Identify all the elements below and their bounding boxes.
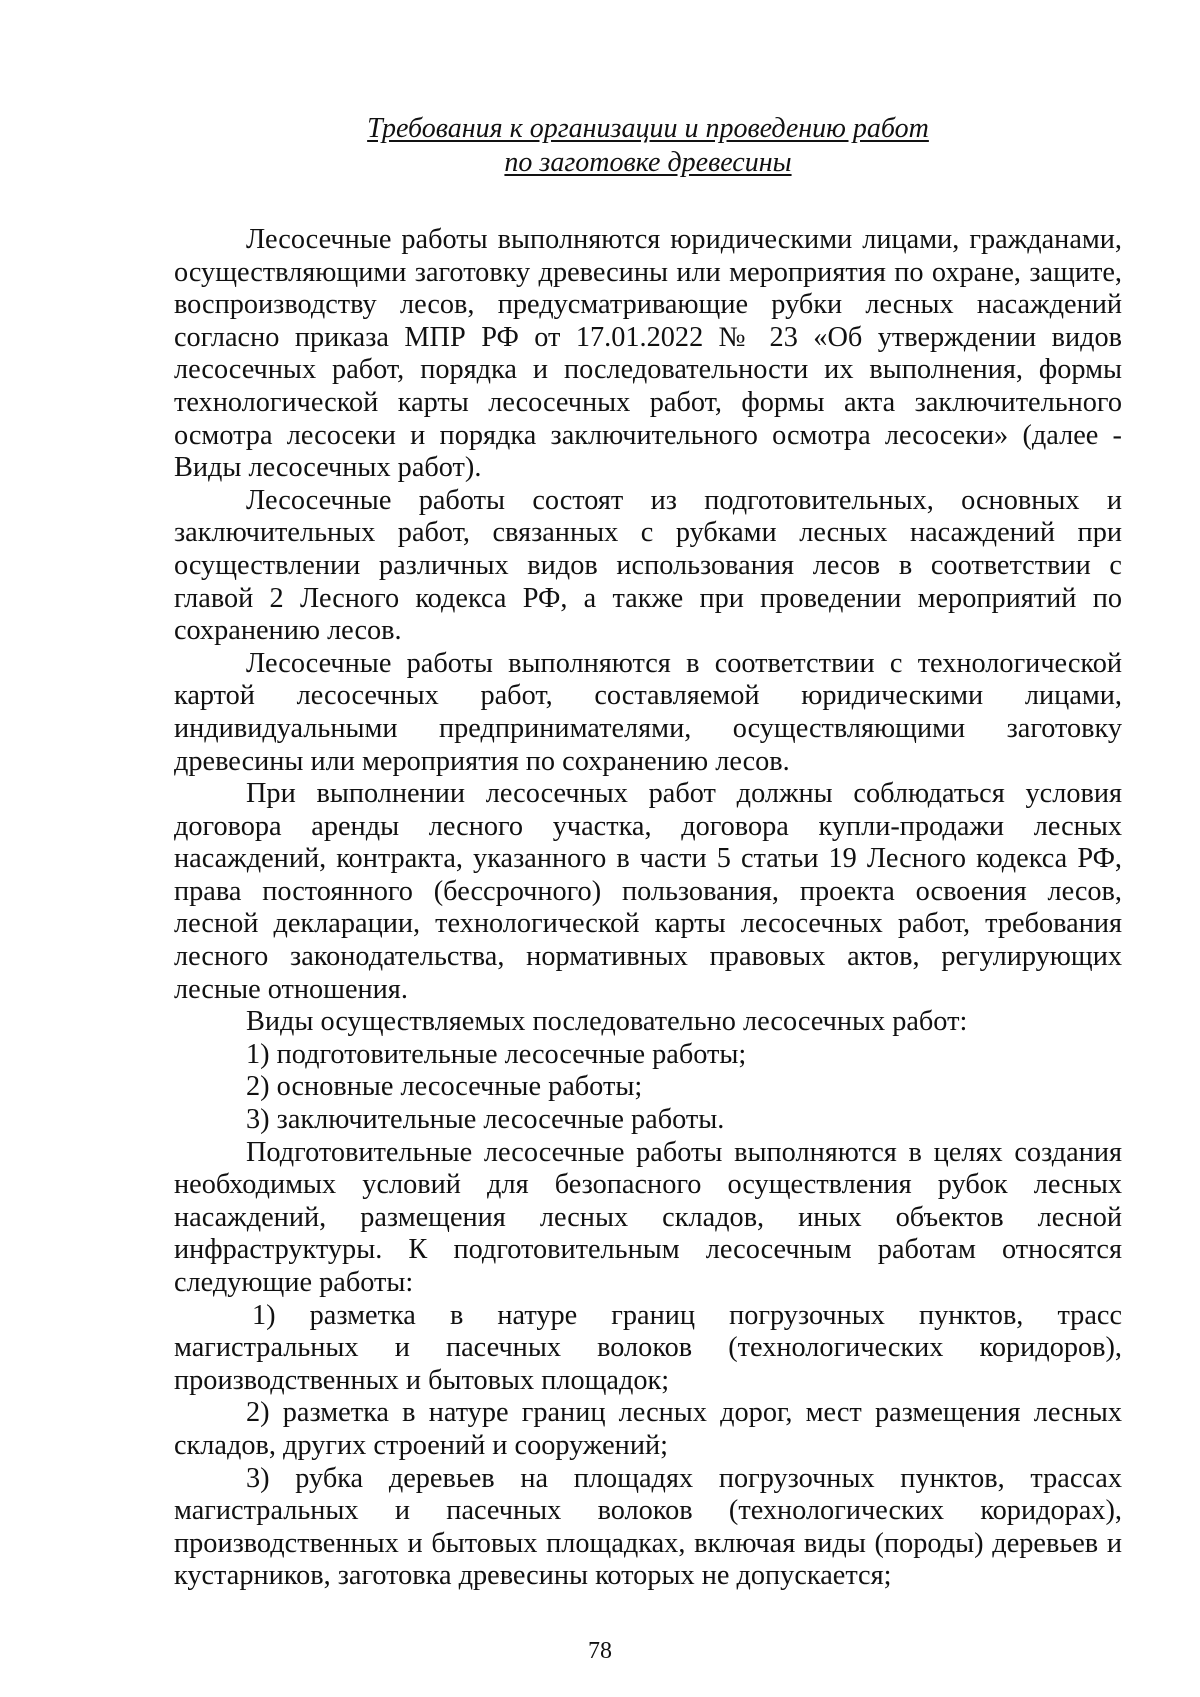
paragraph: Подготовительные лесосечные работы выполняются в целях создания необходимых условий для безопасного осуществления рубок лесных насаждений, размещения лесных складов, иных объектов лесной инфраструктуры. К подготовительным лесосечным работам относятся следующие работы: <box>174 1136 1122 1298</box>
list-item: 2) разметка в натуре границ лесных дорог, мест размещения лесных складов, других строений и сооружений; <box>174 1397 1122 1461</box>
section-heading <box>174 112 1122 180</box>
paragraph: Лесосечные работы состоят из подготовительных, основных и заключительных работ, связанных с рубками лесных насаждений при осуществлении различных видов использования лесов в соответствии с главой 2 Лесного кодекса РФ, а также при проведении мероприятий по сохранению лесов. <box>174 484 1122 647</box>
list-item: 1) подготовительные лесосечные работы; <box>246 1038 747 1070</box>
list-item: 3) рубка деревьев на площадях погрузочных пунктов, трассах магистральных и пасечных волоков (технологических коридорах), производственных и бытовых площадках, включая виды (породы) деревьев и кустарников, заготовка древесины которых не допускается; <box>174 1462 1122 1592</box>
heading-line-2: по заготовке древесины <box>504 147 792 178</box>
document-page <box>174 112 1122 1672</box>
page-number: 78 <box>588 1638 612 1664</box>
paragraph: При выполнении лесосечных работ должны соблюдаться условия договора аренды лесного участка, договора купли-продажи лесных насаждений, контракта, указанного в части 5 статьи 19 Лесного кодекса РФ, права постоянного (бессрочного) пользования, проекта освоения лесов, лесной декларации, технологической карты лесосечных работ, требования лесного законодательства, нормативных правовых актов, регулирующих лесные отношения. <box>174 778 1122 1005</box>
heading-line-1: Требования к организации и проведению работ <box>367 113 929 144</box>
list-item: 1) разметка в натуре границ погрузочных пунктов, трасс магистральных и пасечных волоков (технологических коридоров), производственных и бытовых площадок; <box>174 1299 1122 1396</box>
paragraph: Лесосечные работы выполняются юридическими лицами, гражданами, осуществляющими заготовку древесины или мероприятия по охране, защите, воспроизводству лесов, предусматривающие рубки лесных насаждений согласно приказа МПР РФ от 17.01.2022 № 23 «Об утверждении видов лесосечных работ, порядка и последовательности их выполнения, формы технологической карты лесосечных работ, формы акта заключительного осмотра лесосеки и порядка заключительного осмотра лесосеки» (далее - Виды лесосечных работ). <box>174 224 1122 484</box>
body-text <box>174 224 1122 1593</box>
paragraph: Лесосечные работы выполняются в соответствии с технологической картой лесосечных работ, составляемой юридическими лицами, индивидуальными предпринимателями, осуществляющими заготовку древесины или мероприятия по сохранению лесов. <box>174 647 1122 777</box>
list-item: 3) заключительные лесосечные работы. <box>246 1104 725 1136</box>
list-intro: Виды осуществляемых последовательно лесосечных работ: <box>246 1006 968 1038</box>
list-item: 2) основные лесосечные работы; <box>246 1071 643 1103</box>
